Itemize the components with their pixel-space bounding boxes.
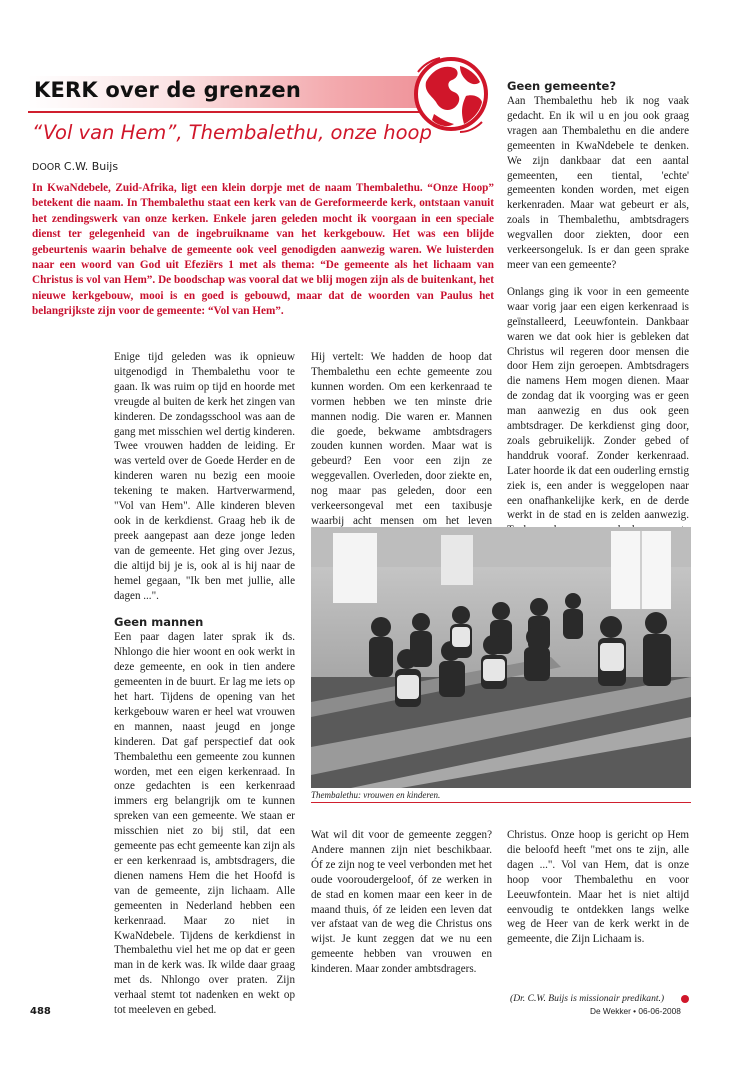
column-2-bottom — [311, 828, 492, 977]
col2-paragraph: Wat wil dit voor de gemeente zeggen? Andere mannen zijn niet beschikbaar. Óf ze zijn nog te veel verbonden met het oude vooroudergeloof, óf ze werken in de stad en komen maar een keer in de maand thuis, óf ze leiden een leven dat ver afstaat van de weg die Christus ons wijst. Je kunt zeggen dat we nu een gemeente hebben van vrouwen en kinderen. Maar zonder ambtsdragers. — [311, 829, 492, 976]
col1-paragraph: Enige tijd geleden was ik opnieuw uitgenodigd in Thembalethu voor te gaan. Ik was ruim op tijd en hoorde met vreugde al buiten de kerk het zingen van kinderen. De zondagsschool was aan de gang met misschien wel dertig kinderen. Twee vrouwen hadden de leiding. Er was verteld over de Goede Herder en de kinderen waren nu bezig een mooie tekening te maken. Hartverwarmend, "Vol van Hem". Alle kinderen bleven ook in de kerkdienst. Graag heb ik de preek aangepast aan deze jonge leden van de gemeente. Het ging over Jezus, die altijd bij je is, ook al is hij naar de hemel gegaan, "Ik ben met jullie, alle dagen ...". — [114, 351, 295, 602]
photo-caption: Thembalethu: vrouwen en kinderen. — [311, 790, 441, 800]
col3-paragraph: Aan Thembalethu heb ik nog vaak gedacht. En ik wil u en jou ook graag vragen aan Thembalethu en die andere gemeenten in KwaNdebele te denken. We zijn dankbaar dat een aantal gemeenten, een tiental, 'echte' gemeenten konden worden, met eigen kerkenraden. Maar wat gebeurt er als, zoals in Thembalethu, ambtsdragers wegvallen door ziekten, door een verkeersongeluk. Is er dan geen sprake meer van een gemeente? — [507, 95, 689, 271]
banner-rule — [28, 111, 438, 113]
intro-paragraph: In KwaNdebele, Zuid-Afrika, ligt een klein dorpje met de naam Thembalethu. “Onze Hoop” betekent die naam. In Thembalethu staat een kerk van de Gereformeerde kerk, ontstaan vanuit het zendingswerk van onze kerken. Enkele jaren geleden mocht ik voorgaan in een speciale dienst ter gelegenheid van de ingebruikname van het kerkgebouw. Het was een blijde gebeurtenis waarin behalve de gemeente ook veel genodigden aanwezig waren. We luisterden naar een woord van God uit Efeziërs 1 met als thema: “De gemeente als het lichaam van Christus is vol van Hem”. De boodschap was vooral dat we blij mogen zijn als de buitenkant, het nieuwe kerkgebouw, mooi is en goed is gebouwd, maar dat de woorden van Paulus het belangrijkste zijn voor de gemeente: “Vol van Hem”. — [32, 182, 494, 318]
col3-paragraph: Onlangs ging ik voor in een gemeente waar vorig jaar een eigen kerkenraad is geïnstalleerd, Leeuwfontein. Dankbaar waren we dat ook hier is gebleken dat Christus wil regeren door mensen die door Hem zijn geroepen. Ambtsdragers die namens Hem mogen dienen. Maar de zondag dat ik voorging was er geen man aanwezig en dus ook geen ambtsdrager. De kerkdienst ging door, zoals gebruikelijk. Zonder gebed of handdruk vooraf. Zonder kerkenraad. Later hoorde ik dat een ouderling ernstig ziek is, een ander is weggelopen naar een onafhankelijke kerk, en de derde werkt in de stad en is zelden aanwezig. — [507, 285, 689, 522]
column-3-top — [507, 79, 689, 553]
headline: “Vol van Hem”, Thembalethu, onze hoop — [32, 121, 432, 144]
subheading-geen-mannen: Geen mannen — [114, 615, 204, 630]
subheading-geen-gemeente: Geen gemeente? — [507, 79, 616, 93]
column-2-top — [311, 350, 492, 544]
section-title: KERK over de grenzen — [34, 78, 301, 102]
column-3-bottom — [507, 828, 689, 947]
column-1 — [114, 350, 295, 1018]
byline-prefix: DOOR — [32, 162, 61, 173]
col2-paragraph: Hij vertelt: We hadden de hoop dat Thembalethu een echte gemeente zou kunnen worden. Om een kerkenraad te vormen hebben we ten minste drie mannen nodig. Die waren er. Mannen die goede, bekwame ambtsdragers zouden kunnen worden. Maar wat is gebeurd? Een voor een zijn ze weggevallen. Overleden, door ziekte en, nog maar pas geleden, door een verkeersongeval met een taxibusje waarbij acht mensen om het leven — [311, 351, 492, 527]
col1-paragraph: Een paar dagen later sprak ik ds. Nhlongo die hier woont en ook werkt in deze gemeente, en ook in tien andere gemeenten in de buurt. Er lag me iets op het hart. Tijdens de opening van het kerkgebouw waren er heel wat vrouwen en mannen, naast jeugd en jonge kinderen. Dat gaf perspectief dat ook Thembalethu een gemeente zou kunnen worden, met een eigen kerkenraad. In onze gedachten is een kerkenraad immers erg belangrijk om te kunnen spreken van een gemeente. We staan er misschien niet zo bij stil, dat een gemeente pas echt gemeente kan zijn als er een kerkenraad is, ambtsdragers, die dienen namens Hem die het Hoofd is van de gemeente, zijn lichaam. Alle gemeenten in Nederland hebben een kerkenraad. Maar zo niet in KwaNdebele. Tijdens de kerkdienst in Thembalethu viel het me op dat er geen man in de kerk was. Ik wilde daar graag met ds. Nhlongo over praten. Zijn verhaal stemt tot nadenken en wekt op tot meeleven en gebed. — [114, 631, 295, 1017]
byline-author: C.W. Buijs — [63, 160, 119, 173]
photo-women-children — [311, 527, 691, 788]
caption-rule — [311, 802, 691, 803]
col3-paragraph: Christus. Onze hoop is gericht op Hem die beloofd heeft "met ons te zijn, alle dagen ...". Vol van Hem, dat is onze hoop voor Thembalethu en voor Leeuwfontein. Maar het is niet altijd eenvoudig te ontdekken langs welke weg de Heer van de kerk werkt in de gemeente, die Zijn Lichaam is. — [507, 829, 689, 946]
author-note: (Dr. C.W. Buijs is missionair predikant.) — [510, 993, 665, 1004]
publication-footer: De Wekker • 06-06-2008 — [590, 1006, 681, 1016]
page-number: 488 — [30, 1006, 51, 1017]
byline — [32, 160, 118, 173]
end-mark-icon — [681, 995, 689, 1003]
